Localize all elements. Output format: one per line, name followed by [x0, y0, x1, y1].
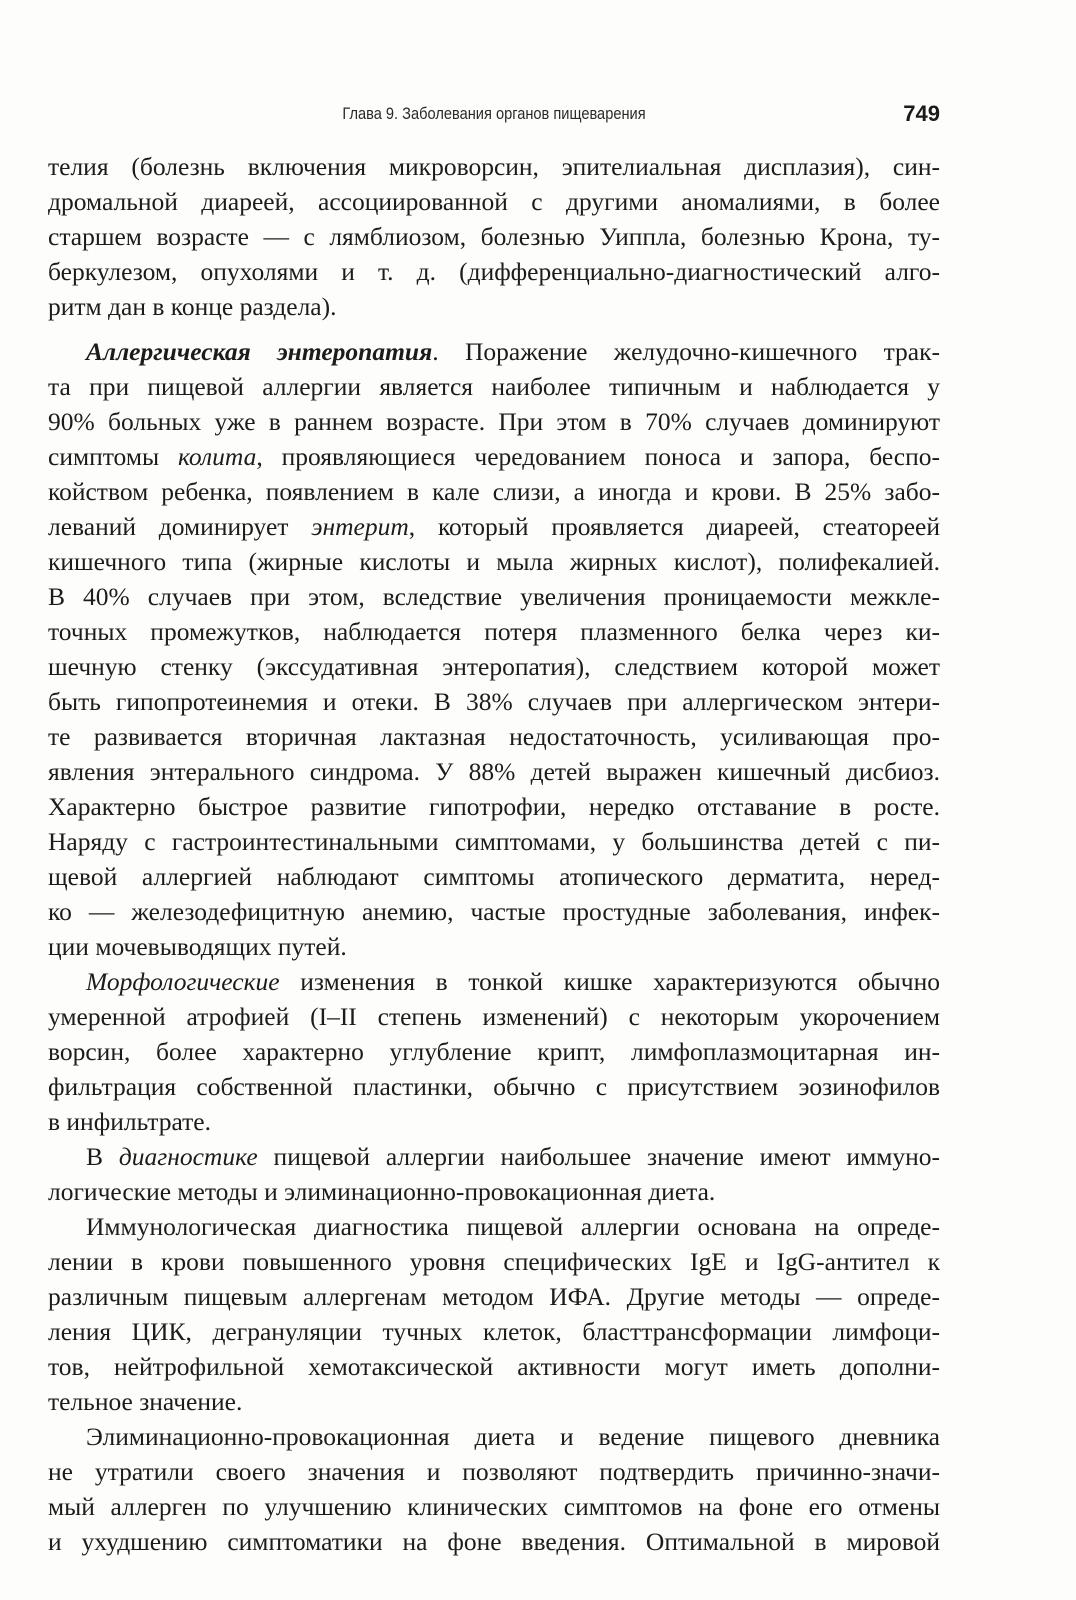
page-number: 749: [903, 101, 940, 126]
text-line: щевой аллергией наблюдают симптомы атопического дерматита, неред-: [48, 862, 940, 891]
text-line: те развивается вторичная лактазная недостаточность, усиливающая про-: [48, 722, 940, 751]
text-line: койством ребенка, появлением в кале слизи, а иногда и крови. В 25% забо-: [48, 477, 940, 506]
text-line: Наряду с гастроинтестинальными симптомами, у большинства детей с пи-: [48, 827, 940, 856]
text-line: В диагностике пищевой аллергии наибольшее значение имеют иммуно-: [86, 1142, 940, 1171]
text-line: 90% больных уже в раннем возрасте. При этом в 70% случаев доминируют: [48, 407, 940, 436]
text-line: логические методы и элиминационно-провокационная диета.: [48, 1177, 716, 1206]
running-head: [48, 101, 940, 134]
text-line: та при пищевой аллергии является наиболее типичным и наблюдается у: [48, 372, 940, 401]
text-line: старшем возрасте — с лямблиозом, болезнью Уиппла, болезнью Крона, ту-: [48, 222, 940, 251]
text-line: ворсин, более характерно углубление крипт, лимфоплазмоцитарная ин-: [48, 1037, 940, 1066]
italic-term: диагностике: [118, 1142, 258, 1171]
text-line: быть гипопротеинемия и отеки. В 38% случаев при аллергическом энтери-: [48, 687, 940, 716]
text-line: симптомы колита, проявляющиеся чередованием поноса и запора, беспо-: [48, 442, 940, 471]
text-line: ления ЦИК, дегрануляции тучных клеток, бласттрансформации лимфоци-: [48, 1317, 940, 1346]
text-line: Иммунологическая диагностика пищевой аллергии основана на опреде-: [86, 1212, 940, 1241]
italic-term: колита: [177, 442, 257, 471]
text-line: тельное значение.: [48, 1387, 243, 1416]
text-line: кишечного типа (жирные кислоты и мыла жирных кислот), полифекалией.: [48, 547, 940, 576]
chapter-title: Глава 9. Заболевания органов пищеварения: [342, 104, 646, 123]
text-line: телия (болезнь включения микроворсин, эпителиальная дисплазия), син-: [48, 152, 940, 181]
text-line: ции мочевыводящих путей.: [48, 932, 347, 961]
text-line: леваний доминирует энтерит, который проявляется диареей, стеатореей: [48, 512, 940, 541]
text-line: различным пищевым аллергенам методом ИФА. Другие методы — опреде-: [48, 1282, 940, 1311]
text-line: Морфологические изменения в тонкой кишке характеризуются обычно: [86, 967, 940, 996]
text-line: фильтрация собственной пластинки, обычно с присутствием эозинофилов: [48, 1072, 940, 1101]
text-line: и ухудшению симптоматики на фоне введения. Оптимальной в мировой: [48, 1527, 940, 1556]
text-line: беркулезом, опухолями и т. д. (дифференциально-диагностический алго-: [48, 257, 940, 286]
text-line: не утратили своего значения и позволяют подтвердить причинно-значи-: [48, 1457, 940, 1486]
text-line: Характерно быстрое развитие гипотрофии, нередко отставание в росте.: [48, 792, 940, 821]
italic-term: энтерит: [311, 512, 409, 541]
text-line: шечную стенку (экссудативная энтеропатия), следствием которой может: [48, 652, 940, 681]
text-line: ко — железодефицитную анемию, частые простудные заболевания, инфек-: [48, 897, 940, 926]
section-heading: Аллергическая энтеропатия: [86, 337, 433, 366]
text-line: В 40% случаев при этом, вследствие увеличения проницаемости межкле-: [48, 582, 940, 611]
text-line: точных промежутков, наблюдается потеря плазменного белка через ки-: [48, 617, 940, 646]
text-line: Элиминационно-провокационная диета и ведение пищевого дневника: [86, 1422, 940, 1451]
text-line: ритм дан в конце раздела).: [48, 292, 337, 321]
text-line: в инфильтрате.: [48, 1107, 211, 1136]
italic-term: Морфологические: [86, 967, 280, 996]
text-line: лении в крови повышенного уровня специфических IgE и IgG-антител к: [48, 1247, 940, 1276]
section-lead-line: Аллергическая энтеропатия. Поражение желудочно-кишечного трак-: [86, 337, 940, 366]
text-line: умеренной атрофией (I–II степень изменений) с некоторым укорочением: [48, 1002, 940, 1031]
text-line: дромальной диареей, ассоциированной с другими аномалиями, в более: [48, 187, 940, 216]
text-line: явления энтерального синдрома. У 88% детей выражен кишечный дисбиоз.: [48, 757, 940, 786]
text-line: тов, нейтрофильной хемотаксической активности могут иметь дополни-: [48, 1352, 940, 1381]
text-line: мый аллерген по улучшению клинических симптомов на фоне его отмены: [48, 1492, 940, 1521]
body-text: [48, 149, 940, 1559]
